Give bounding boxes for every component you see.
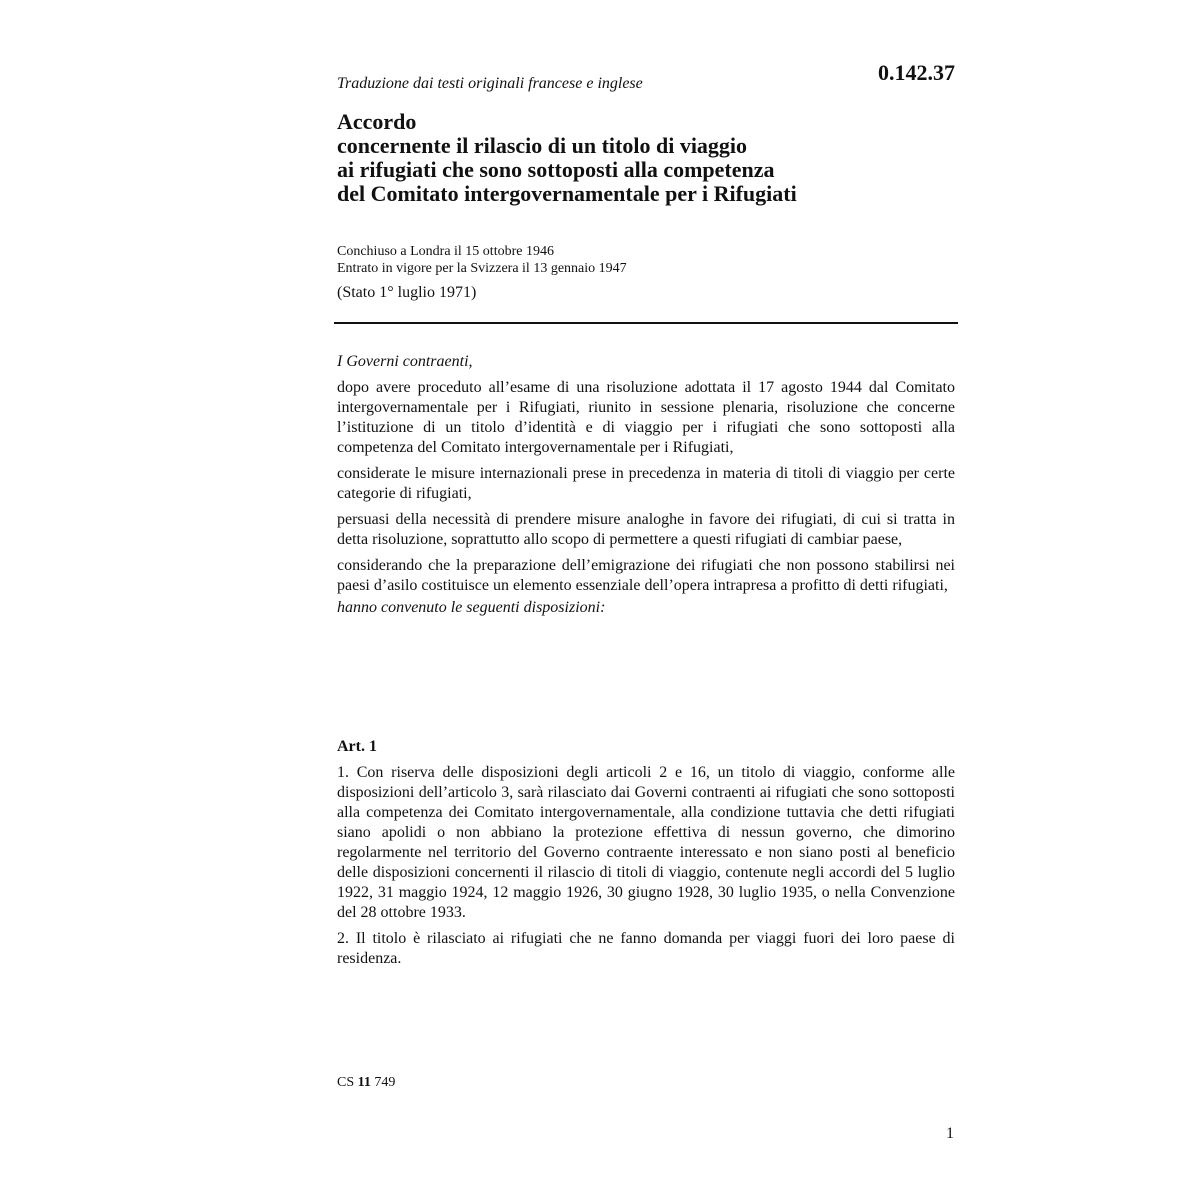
- title-line: concernente il rilascio di un titolo di viaggio: [337, 133, 748, 158]
- document-meta: [337, 243, 627, 277]
- preamble-paragraph: persuasi della necessità di prendere misure analoghe in favore dei rifugiati, di cui si tratta in detta risoluzione, soprattutto allo scopo di permettere a questi rifugiati di cambiar paese,: [337, 511, 955, 548]
- page-number: 1: [946, 1125, 954, 1142]
- cs-page: 749: [374, 1075, 396, 1090]
- article-paragraph: 1. Con riserva delle disposizioni degli articoli 2 e 16, un titolo di viaggio, conforme alle disposizioni dell’articolo 3, sarà rilasciato dai Governi contraenti ai rifugiati che sono sottoposti alla competenza dei Comitato intergovernamentale, alla condizione tuttavia che detti rifugiati siano apolidi o non abbiano la protezione effettiva di nessun governo, che dimorino regolarmente nel territorio del Governo contraente interessato e non siano posti al beneficio delle disposizioni concernenti il rilascio di titoli di viaggio, contenute negli accordi del 5 luglio 1922, 31 maggio 1924, 12 maggio 1926, 30 giugno 1928, 30 luglio 1935, o nella Convenzione del 28 ottobre 1933.: [337, 764, 955, 921]
- title-line: Accordo: [337, 109, 417, 134]
- document-title: [337, 110, 937, 206]
- preamble-paragraph: dopo avere proceduto all’esame di una risoluzione adottata il 17 agosto 1944 dal Comitato intergovernamentale per i Rifugiati, riunito in sessione plenaria, risoluzione che concerne l’istituzione di un titolo d’identità e di viaggio per i rifugiati che sono sottoposti alla competenza del Comitato intergovernamentale per i Rifugiati,: [337, 379, 955, 456]
- cs-prefix: CS: [337, 1075, 355, 1090]
- title-line: ai rifugiati che sono sottoposti alla competenza: [337, 157, 775, 182]
- title-line: del Comitato intergovernamentale per i Rifugiati: [337, 181, 797, 206]
- concluded-date: Conchiuso a Londra il 15 ottobre 1946: [337, 244, 554, 259]
- article-1: [337, 737, 955, 975]
- header-divider: [334, 322, 958, 324]
- preamble-paragraph: considerando che la preparazione dell’emigrazione dei rifugiati che non possono stabilirsi nei paesi d’asilo costituisce un elemento essenziale dell’opera intrapresa a profitto di detti rifugiati,: [337, 557, 955, 594]
- cs-volume: 11: [357, 1075, 371, 1090]
- preamble-paragraph: considerate le misure internazionali prese in precedenza in materia di titoli di viaggio per certe categorie di rifugiati,: [337, 465, 955, 502]
- sr-number: 0.142.37: [878, 60, 955, 85]
- preamble-intro: I Governi contraenti,: [337, 353, 473, 370]
- translation-note: Traduzione dai testi originali francese e inglese: [337, 75, 643, 92]
- footer-collection-reference: [337, 1075, 395, 1091]
- preamble-closing: hanno convenuto le seguenti disposizioni:: [337, 599, 606, 616]
- in-force-date: Entrato in vigore per la Svizzera il 13 gennaio 1947: [337, 261, 627, 276]
- preamble: [337, 352, 955, 624]
- article-heading: Art. 1: [337, 738, 377, 755]
- article-paragraph: 2. Il titolo è rilasciato ai rifugiati che ne fanno domanda per viaggi fuori dei loro paese di residenza.: [337, 930, 955, 967]
- status-date: (Stato 1° luglio 1971): [337, 284, 477, 301]
